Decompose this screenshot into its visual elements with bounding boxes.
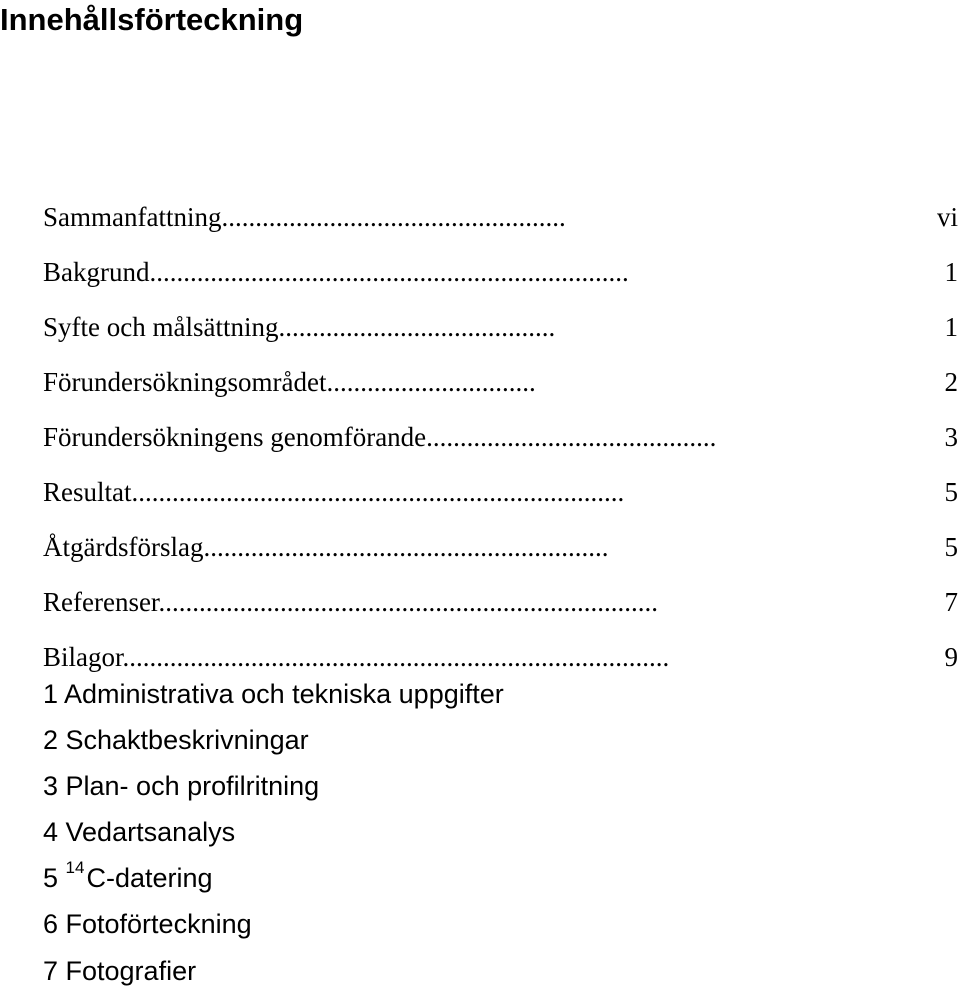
toc-page-number: 3: [944, 422, 958, 452]
toc-page-number: 1: [944, 312, 958, 342]
toc-entry-omradet[interactable]: [43, 362, 958, 417]
appendix-item[interactable]: 3 Plan- och profilritning: [43, 771, 320, 802]
isotope-superscript: 14: [65, 858, 85, 878]
appendix-list: [43, 674, 504, 997]
toc-entry-label: Referenser..........................................................................: [43, 587, 658, 617]
appendix-item[interactable]: 1 Administrativa och tekniska uppgifter: [43, 679, 504, 709]
toc-entry-atgardsforslag[interactable]: [43, 527, 958, 582]
toc-entry-sammanfattning[interactable]: [43, 197, 958, 252]
toc-entry-genomforande[interactable]: [43, 417, 958, 472]
toc-page-number: vi: [936, 202, 958, 232]
dot-leader: .........................................: [278, 312, 556, 342]
appendix-item[interactable]: 4 Vedartsanalys: [43, 817, 236, 848]
toc-page-number: 5: [944, 532, 958, 562]
dot-leader: ..........................................................................: [158, 587, 658, 617]
toc-entry-label: Förundersökningsområdet...............................: [43, 367, 536, 397]
toc-entry-label: Resultat.........................................................................: [43, 477, 625, 507]
toc-page-number: 7: [944, 587, 958, 617]
toc-entry-label: Förundersökningens genomförande...........................................: [43, 422, 717, 452]
table-of-contents: [43, 197, 958, 692]
toc-entry-resultat[interactable]: [43, 472, 958, 527]
dot-leader: .................................................................................: [122, 642, 670, 672]
toc-entry-syfte[interactable]: [43, 307, 958, 362]
toc-entry-label: Sammanfattning...................................................: [43, 202, 566, 232]
toc-entry-label: Bakgrund.......................................................................: [43, 257, 629, 287]
toc-entry-referenser[interactable]: [43, 582, 958, 637]
dot-leader: ...............................: [326, 367, 536, 397]
dot-leader: .......................................................................: [149, 257, 629, 287]
toc-entry-bakgrund[interactable]: [43, 252, 958, 307]
toc-entry-label: Syfte och målsättning.........................................: [43, 312, 556, 342]
page-title: Innehållsförteckning: [0, 2, 304, 37]
dot-leader: ...........................................: [426, 422, 717, 452]
appendix-number: 5: [43, 863, 59, 894]
appendix-label: C-datering: [86, 863, 213, 894]
dot-leader: ...................................................: [221, 202, 566, 232]
appendix-item-c14-dating[interactable]: [43, 858, 504, 904]
appendix-item[interactable]: 7 Fotografier: [43, 955, 197, 986]
dot-leader: .........................................................................: [131, 477, 625, 507]
toc-entry-label: Åtgärdsförslag............................................................: [43, 532, 609, 562]
appendix-item[interactable]: 2 Schaktbeskrivningar: [43, 725, 309, 756]
toc-page-number: 9: [944, 642, 958, 672]
toc-page-number: 1: [944, 257, 958, 287]
toc-page-number: 2: [944, 367, 958, 397]
dot-leader: ............................................................: [203, 532, 609, 562]
toc-page-number: 5: [944, 477, 958, 507]
toc-entry-label: Bilagor.................................................................................: [43, 642, 670, 672]
appendix-item[interactable]: 6 Fotoförteckning: [43, 909, 252, 940]
